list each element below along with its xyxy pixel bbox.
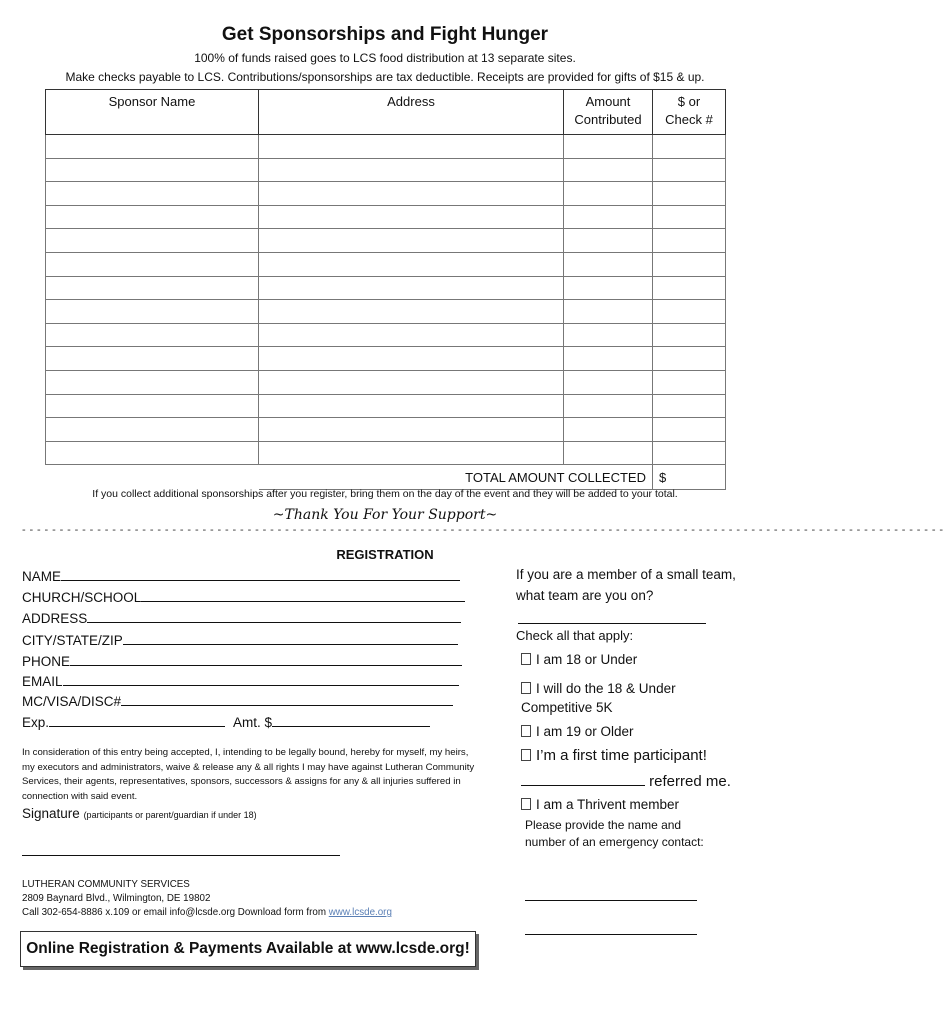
sponsor-table [45,89,726,490]
table-row [46,158,726,182]
table-cell[interactable] [259,347,564,371]
col-sponsor-name: Sponsor Name [46,90,259,135]
total-amount-field[interactable]: $ [653,465,726,490]
thank-you-text: ~Thank You For Your Support~ [272,507,498,523]
checkbox-icon[interactable] [521,798,531,810]
page-title: Get Sponsorships and Fight Hunger [221,24,549,45]
table-cell[interactable] [46,418,259,442]
website-link[interactable]: www.lcsde.org [328,907,392,918]
table-cell[interactable] [564,252,653,276]
total-row [46,465,726,490]
table-cell[interactable] [259,182,564,206]
org-info [22,878,392,920]
additional-sponsorships-note: If you collect additional sponsorships after you register, bring them on the day of the event and they will be added to your total. [92,488,678,500]
table-cell[interactable] [259,158,564,182]
sponsor-table-header [46,90,726,135]
name-field[interactable]: NAME [22,567,460,584]
address-field[interactable]: ADDRESS [22,609,461,626]
team-question-1: If you are a member of a small team, [516,567,736,582]
table-cell[interactable] [653,229,726,253]
table-cell[interactable] [653,441,726,465]
table-cell[interactable] [564,347,653,371]
cut-line: - - - - - - - - - - - - - - - - - - - - - - - - - - - - - - - - - - - - - - - - - - - - - - - - - - - - - - - - - - - - - - - - - - - - - - - - - - - - - - - - - - - - - - - - - - - - - - - - - - - - - - - - - - - - - - - - - - - - - - - - - - - [22,524,943,536]
table-cell[interactable] [653,418,726,442]
table-cell[interactable] [564,370,653,394]
table-row [46,418,726,442]
table-cell[interactable] [653,205,726,229]
table-row [46,347,726,371]
checkbox-icon[interactable] [521,725,531,737]
email-field[interactable]: EMAIL [22,672,459,689]
table-row [46,252,726,276]
col-amount: Amount Contributed [564,90,653,135]
funds-note: 100% of funds raised goes to LCS food distribution at 13 separate sites. [194,51,576,65]
table-cell[interactable] [564,323,653,347]
table-row [46,300,726,324]
table-cell[interactable] [564,394,653,418]
table-cell[interactable] [259,323,564,347]
table-row [46,205,726,229]
table-cell[interactable] [653,347,726,371]
table-cell[interactable] [46,276,259,300]
table-row [46,135,726,159]
waiver-text: In consideration of this entry being accepted, I, intending to be legally bound, hereby for myself, my heirs, my executors and administrators, waive & release any & all rights I may have against Lutheran Community Services, their agents, representatives, sponsors, successors & assigns for any & all injuries suffered in connection with said event. [22,747,475,802]
table-cell[interactable] [46,441,259,465]
table-row [46,441,726,465]
table-cell[interactable] [259,135,564,159]
emergency-contact-label: Please provide the name and number of an emergency contact: [525,818,704,849]
emergency-contact-line-1[interactable] [525,900,697,901]
table-cell[interactable] [653,394,726,418]
table-cell[interactable] [46,300,259,324]
table-cell[interactable] [46,252,259,276]
check-all-label: Check all that apply: [516,628,634,643]
checkbox-icon[interactable] [521,749,531,761]
team-question-2: what team are you on? [516,588,654,603]
table-cell[interactable] [259,276,564,300]
table-row [46,323,726,347]
phone-field[interactable]: PHONE [22,652,462,669]
table-cell[interactable] [653,182,726,206]
table-cell[interactable] [653,252,726,276]
table-row [46,229,726,253]
table-cell[interactable] [46,394,259,418]
table-cell[interactable] [46,182,259,206]
table-cell[interactable] [564,276,653,300]
church-school-field[interactable]: CHURCH/SCHOOL [22,588,465,605]
option-competitive-5k-line2: Competitive 5K [521,700,613,715]
table-cell[interactable] [259,229,564,253]
table-cell[interactable] [46,347,259,371]
table-cell[interactable] [46,205,259,229]
table-cell[interactable] [259,418,564,442]
table-cell[interactable] [564,135,653,159]
table-cell[interactable] [564,300,653,324]
option-19-older[interactable]: I am 19 or Older [521,724,634,739]
option-first-time[interactable]: I’m a first time participant! [521,747,707,764]
online-registration-banner: Online Registration & Payments Available at www.lcsde.org! [20,931,476,967]
col-check: $ or Check # [653,90,726,135]
table-cell[interactable] [564,441,653,465]
total-label: TOTAL AMOUNT COLLECTED [259,465,653,490]
table-cell[interactable] [46,323,259,347]
table-cell[interactable] [564,205,653,229]
table-cell[interactable] [259,252,564,276]
table-cell[interactable] [564,418,653,442]
option-thrivent[interactable]: I am a Thrivent member [521,797,679,812]
table-cell[interactable] [259,394,564,418]
table-row [46,370,726,394]
signature-line[interactable] [22,855,340,856]
table-cell[interactable] [46,135,259,159]
checkbox-icon[interactable] [521,682,531,694]
table-cell[interactable] [259,370,564,394]
table-cell[interactable] [46,229,259,253]
team-name-line[interactable] [518,610,706,624]
referral-field[interactable]: referred me. [521,771,731,790]
table-cell[interactable] [564,158,653,182]
table-cell[interactable] [653,276,726,300]
table-cell[interactable] [653,370,726,394]
table-cell[interactable] [653,300,726,324]
table-cell[interactable] [653,158,726,182]
city-state-zip-field[interactable]: CITY/STATE/ZIP [22,631,458,648]
org-name: LUTHERAN COMMUNITY SERVICES [22,879,190,890]
table-cell[interactable] [564,229,653,253]
option-competitive-5k[interactable]: I will do the 18 & Under [521,681,676,696]
table-row [46,276,726,300]
signature-label: Signature (participants or parent/guardian if under 18) [22,806,257,821]
table-cell[interactable] [46,370,259,394]
table-cell[interactable] [259,300,564,324]
col-address: Address [259,90,564,135]
table-cell[interactable] [564,182,653,206]
table-cell[interactable] [653,135,726,159]
table-row [46,182,726,206]
table-cell[interactable] [259,205,564,229]
exp-amt-field[interactable]: Exp. Amt. $ [22,713,430,730]
table-cell[interactable] [653,323,726,347]
table-cell[interactable] [46,158,259,182]
org-contact: Call 302-654-8886 x.109 or email info@lcsde.org Download form from www.lcsde.org [22,907,392,918]
table-row [46,394,726,418]
table-cell[interactable] [259,441,564,465]
checks-note: Make checks payable to LCS. Contributions/sponsorships are tax deductible. Receipts are provided for gifts of $15 & up. [65,70,705,84]
option-18-under[interactable]: I am 18 or Under [521,652,637,667]
registration-heading: REGISTRATION [336,547,434,562]
org-address: 2809 Baynard Blvd., Wilmington, DE 19802 [22,893,211,904]
card-number-field[interactable]: MC/VISA/DISC# [22,692,453,709]
emergency-contact-line-2[interactable] [525,934,697,935]
checkbox-icon[interactable] [521,653,531,665]
